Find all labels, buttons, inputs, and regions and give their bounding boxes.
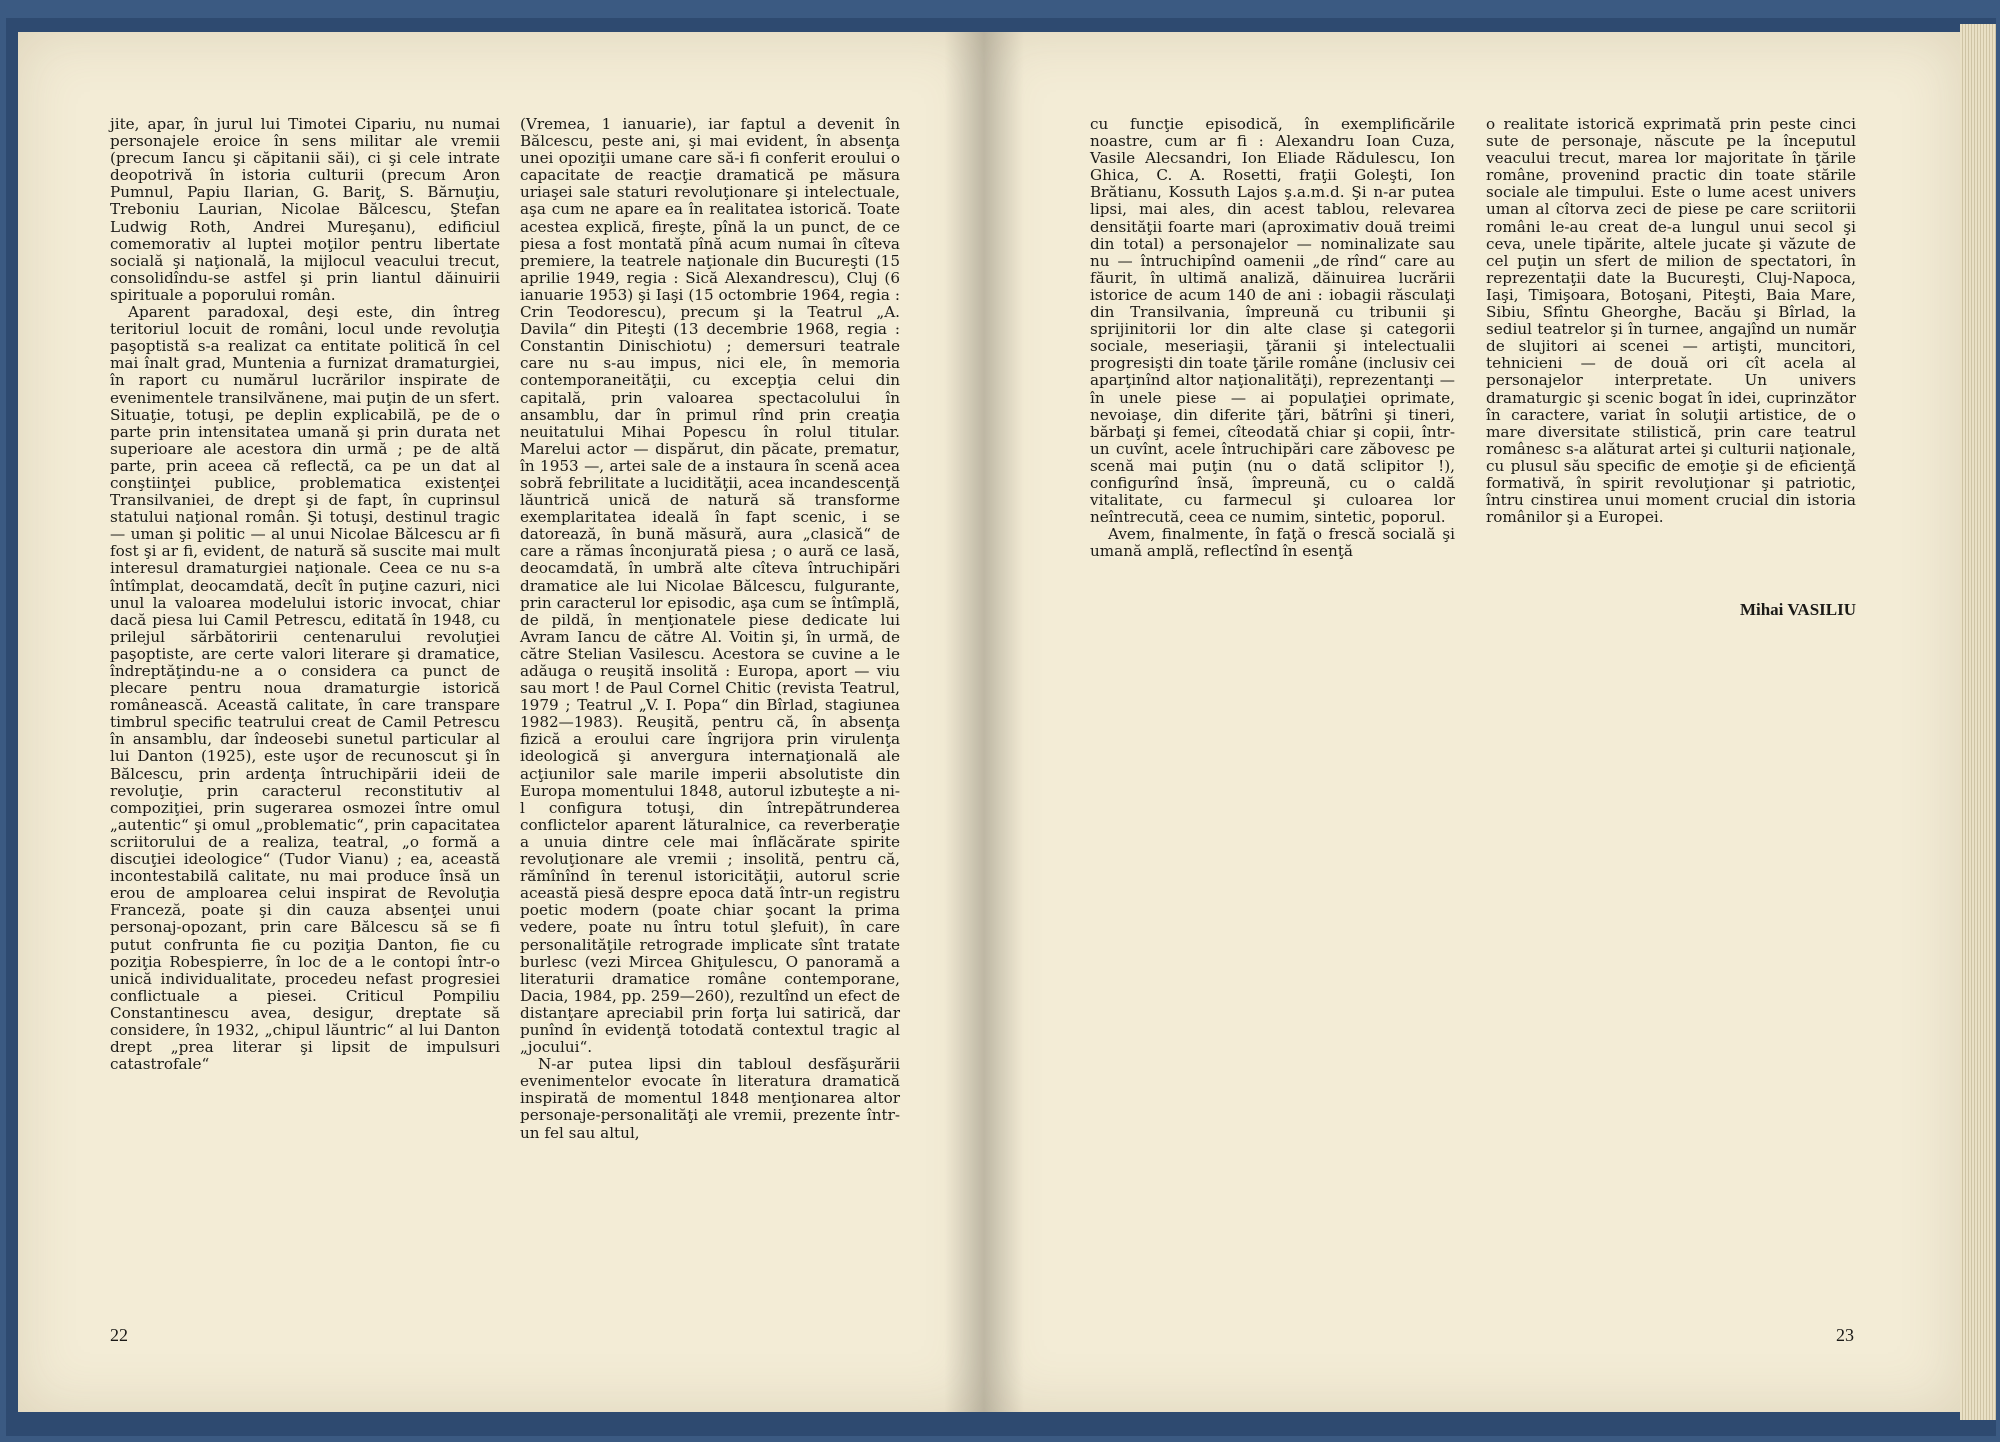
right-column-2 (1486, 116, 1856, 526)
paragraph: o realitate istorică exprimată prin peste cinci sute de personaje, născute pe la începutul veacului trecut, marea lor majoritate în ţările române, provenind practic din toate stările sociale ale timpului. Este o lume acest univers uman al cîtorva zeci de piese pe care scriitorii români le-au creat de-a lungul unui secol şi ceva, unele tipărite, altele jucate şi văzute de cel puţin un sfert de milion de spectatori, în reprezentaţii date la Bucureşti, Cluj-Napoca, Iaşi, Timişoara, Botoşani, Piteşti, Baia Mare, Sibiu, Sfîntu Gheorghe, Bacău şi Bîrlad, la sediul teatrelor şi în turnee, angajînd un număr de slujitori ai scenei — artişti, muncitori, tehnicieni — de două ori cît acela al personajelor interpretate. Un univers dramaturgic şi scenic bogat în idei, cuprinzător în caractere, variat în soluţii artistice, de o mare diversitate stilistică, prin care teatrul românesc s-a alăturat artei şi culturii naţionale, cu plusul său specific de emoţie şi de eficienţă formativă, în spirit revoluţionar şi patriotic, întru cinstirea unui moment crucial din istoria românilor şi a Europei. (1486, 115, 1856, 527)
gutter-shadow-left (944, 32, 984, 1412)
author-signature: Mihai VASILIU (1739, 600, 1856, 619)
paragraph: Avem, finalmente, în faţă o frescă socială şi umană amplă, reflectînd în esenţă (1090, 525, 1455, 561)
paragraph: Aparent paradoxal, deşi este, din întreg teritoriul locuit de români, locul unde revoluţia paşoptistă s-a realizat ca entitate politică în cel mai înalt grad, Muntenia a furnizat dramaturgiei, în raport cu numărul lucrărilor inspirate de evenimentele transilvănene, mai puţin de un sfert. Situaţie, totuşi, pe deplin explicabilă, pe de o parte prin intensitatea umană şi prin durata net superioare ale acestora din urmă ; pe de altă parte, prin aceea că reflectă, ca pe un dat al conştiinţei publice, problematica existenţei Transilvaniei, de drept şi de fapt, în cuprinsul statului naţional român. Şi totuşi, destinul tragic — uman şi politic — al unui Nicolae Bălcescu ar fi fost şi ar fi, evident, de natură să suscite mai mult interesul dramaturgiei naţionale. Ceea ce nu s-a întîmplat, deocamdată, decît în puţine cazuri, nici unul la valoarea modelului istoric invocat, chiar dacă piesa lui Camil Petrescu, editată în 1948, cu prilejul sărbătoririi centenarului revoluţiei paşoptiste, are certe valori literare şi dramatice, îndreptăţindu-ne a o considera ca punct de plecare pentru noua dramaturgie istorică românească. Această calitate, în care transpare timbrul specific teatrului creat de Camil Petrescu în ansamblu, dar îndeosebi sunetul particular al lui Danton (1925), este uşor de recunoscut şi în Bălcescu, prin ardenţa întruchipării ideii de revoluţie, prin caracterul reconstitutiv al compoziţiei, prin sugerarea osmozei între omul „autentic“ şi omul „problematic“, prin capacitatea scriitorului de a realiza, teatral, „o formă a discuţiei ideologice“ (Tudor Vianu) ; ea, această incontestabilă calitate, nu mai produce însă un erou de amploarea celui inspirat de Revoluţia Franceză, poate şi din cauza absenţei unui personaj-opozant, prin care Bălcescu să se fi putut confrunta fie cu poziţia Danton, fie cu poziţia Robespierre, în loc de a le contopi într-o unică individualitate, procedeu nefast progresiei conflictuale a piesei. Criticul Pompiliu Constantinescu avea, desigur, dreptate să considere, în 1932, „chipul lăuntric“ al lui Danton drept „prea literar şi lipsit de impulsuri catastrofale“ (110, 303, 500, 1074)
page-number-left: 22 (110, 1325, 128, 1345)
gutter-shadow-right (984, 32, 1024, 1412)
left-column-1 (110, 116, 500, 1073)
page-edges (1960, 24, 1996, 1420)
right-column-1 (1090, 116, 1455, 560)
paragraph: cu funcţie episodică, în exemplificările noastre, cum ar fi : Alexandru Ioan Cuza, Vasile Alecsandri, Ion Eliade Rădulescu, Ion Ghica, C. A. Rosetti, fraţii Goleşti, Ion Brătianu, Kossuth Lajos ş.a.m.d. Şi n-ar putea lipsi, mai ales, din acest tablou, relevarea densităţii foarte mari (aproximativ două treimi din total) a personajelor — nominalizate sau nu — întruchipînd oamenii „de rînd“ care au făurit, în ultimă analiză, dăinuirea lucrării istorice de acum 140 de ani : iobagii răsculaţi din Transilvania, împreună cu tribunii şi sprijinitorii lor din alte clase şi categorii sociale, meseriaşii, ţăranii şi intelectualii progresişti din toate ţările române (inclusiv cei aparţinînd altor naţionalităţi), reprezentanţi — în unele piese — ai populaţiei oprimate, nevoiaşe, din diferite ţări, bătrîni şi tineri, bărbaţi şi femei, cîteodată chiar şi copii, într-un cuvînt, acele întruchipări care zăbovesc pe scenă mai puţin (nu o dată sclipitor !), configurînd însă, împreună, cu o caldă vitalitate, cu farmecul şi culoarea lor neîntrecută, ceea ce numim, sintetic, poporul. (1090, 115, 1455, 527)
paragraph: N-ar putea lipsi din tabloul desfăşurării evenimentelor evocate în literatura dramatică inspirată de momentul 1848 menţionarea altor personaje-personalităţi ale vremii, prezente într-un fel sau altul, (520, 1055, 900, 1142)
paragraph: (Vremea, 1 ianuarie), iar faptul a devenit în Bălcescu, peste ani, şi mai evident, în absenţa unei opoziţii umane care să-i fi conferit eroului o capacitate de reacţie dramatică pe măsura uriaşei sale staturi revoluţionare şi intelectuale, aşa cum ne apare ea în realitatea istorică. Toate acestea explică, fireşte, pînă la un punct, de ce piesa a fost montată pînă acum numai în cîteva premiere, la teatrele naţionale din Bucureşti (15 aprilie 1949, regia : Sică Alexandrescu), Cluj (6 ianuarie 1953) şi Iaşi (15 octombrie 1964, regia : Crin Teodorescu), precum şi la Teatrul „A. Davila“ din Piteşti (13 decembrie 1968, regia : Constantin Dinischiotu) ; demersuri teatrale care nu s-au impus, nici ele, în memoria contemporaneităţii, cu excepţia celui din capitală, prin valoarea spectacolului în ansamblu, dar în primul rînd prin creaţia neuitatului Mihai Popescu în rolul titular. Marelui actor — dispărut, din păcate, prematur, în 1953 —, artei sale de a instaura în scenă acea sobră febrilitate a lucidităţii, acea incandescenţă lăuntrică unică de natură să transforme exemplaritatea ideală în fapt scenic, i se datorează, în bună măsură, aura „clasică“ de care a rămas înconjurată piesa ; o aură ce lasă, deocamdată, în umbră alte cîteva întruchipări dramatice ale lui Nicolae Bălcescu, fulgurante, prin caracterul lor episodic, aşa cum se întîmplă, de pildă, în menţionatele piese dedicate lui Avram Iancu de către Al. Voitin şi, în urmă, de către Stelian Vasilescu. Acestora se cuvine a le adăuga o reuşită insolită : Europa, aport — viu sau mort ! de Paul Cornel Chitic (revista Teatrul, 1979 ; Teatrul „V. I. Popa“ din Bîrlad, stagiunea 1982—1983). Reuşită, pentru că, în absenţa fizică a eroului care îngrijora prin virulenţa ideologică şi anvergura internaţională ale acţiunilor sale marile imperii absolutiste din Europa momentului 1848, autorul izbuteşte a ni-l configura totuşi, din întrepătrunderea conflictelor aparent lăturalnice, ca reverberaţie a unuia dintre cele mai înflăcărate spirite revoluţionare ale vremii ; insolită, pentru că, rămînînd în terenul istoricităţii, autorul scrie această piesă despre epoca dată într-un registru poetic modern (poate chiar şocant la prima vedere, poate nu întru totul şlefuit), în care personalităţile retrograde implicate sînt tratate burlesc (vezi Mircea Ghiţulescu, O panoramă a literaturii dramatice române contemporane, Dacia, 1984, pp. 259—260), rezultînd un efect de distanţare apreciabil prin forţa lui satirică, dar punînd în evidenţă totodată contextul tragic al „jocului“. (520, 115, 900, 1057)
page-number-right: 23 (1836, 1325, 1854, 1345)
paragraph: jite, apar, în jurul lui Timotei Cipariu, nu numai personajele eroice în sens militar ale vremii (precum Iancu şi căpitanii săi), ci şi cele intrate deopotrivă în istoria culturii (precum Aron Pumnul, Papiu Ilarian, G. Bariţ, S. Bărnuţiu, Treboniu Laurian, Nicolae Bălcescu, Ştefan Ludwig Roth, Andrei Mureşanu), edificiul comemorativ al luptei moţilor pentru libertate socială şi naţională, la mijlocul veacului trecut, consolidîndu-se astfel şi prin liantul dăinuirii spirituale a poporului român. (110, 115, 500, 304)
left-column-2 (520, 116, 900, 1142)
